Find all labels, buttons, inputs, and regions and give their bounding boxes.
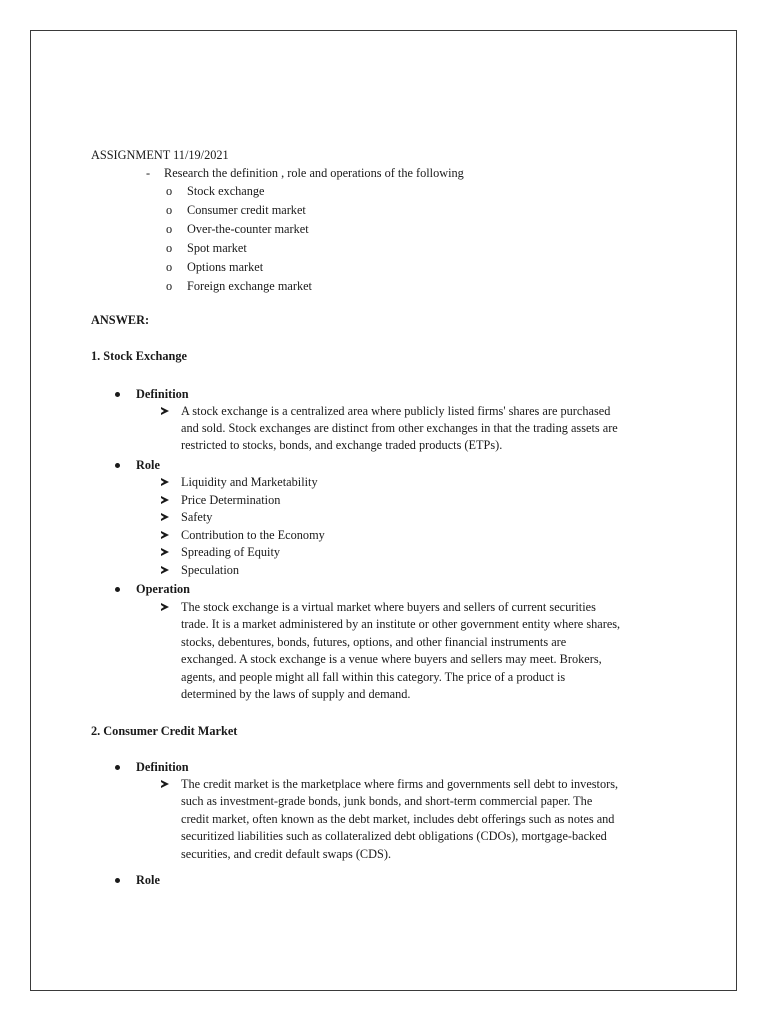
dash-bullet: -	[146, 166, 151, 180]
arrow-bullet-icon	[161, 407, 169, 415]
topic-item: Options market	[187, 260, 264, 274]
definition-text-line: credit market, often known as the debt market, includes debt offerings such as notes and	[181, 812, 615, 826]
arrow-bullet-icon	[161, 548, 169, 556]
circle-bullet: o	[166, 260, 173, 274]
operation-text-line: The stock exchange is a virtual market where buyers and sellers of current securities	[181, 600, 596, 614]
definition-text-line: securitized liabilities such as collateralized debt obligations (CDOs), mortgage-backed	[181, 829, 607, 843]
circle-bullet: o	[166, 279, 173, 293]
definition-text-line: restricted to stocks, bonds, and exchange traded products (ETPs).	[181, 438, 503, 452]
topic-item: Foreign exchange market	[187, 279, 312, 293]
arrow-bullet-icon	[161, 496, 169, 504]
topic-item: Consumer credit market	[187, 203, 306, 217]
assignment-title: ASSIGNMENT 11/19/2021	[91, 148, 229, 162]
operation-text-line: determined by the laws of supply and demand.	[181, 687, 411, 701]
bullet-dot-icon	[115, 463, 120, 468]
topic-item: Spot market	[187, 241, 247, 255]
topic-item: Over-the-counter market	[187, 222, 309, 236]
circle-bullet: o	[166, 222, 173, 236]
circle-bullet: o	[166, 241, 173, 255]
arrow-bullet-icon	[161, 531, 169, 539]
role-item: Spreading of Equity	[181, 545, 281, 559]
arrow-bullet-icon	[161, 513, 169, 521]
role-item: Price Determination	[181, 493, 281, 507]
definition-label: Definition	[136, 387, 189, 401]
answer-heading: ANSWER:	[91, 313, 150, 327]
arrow-bullet-icon	[161, 780, 169, 788]
role-item: Speculation	[181, 563, 240, 577]
arrow-bullet-icon	[161, 603, 169, 611]
definition-text-line: such as investment-grade bonds, junk bonds, and short-term commercial paper. The	[181, 794, 593, 808]
bullet-dot-icon	[115, 392, 120, 397]
definition-text-line: and sold. Stock exchanges are distinct from other exchanges in that the trading assets are	[181, 421, 618, 435]
circle-bullet: o	[166, 184, 173, 198]
operation-text-line: trade. It is a market administered by an institute or other government entity where shares,	[181, 617, 621, 631]
instruction-text: Research the definition , role and operations of the following	[164, 166, 464, 180]
role-item: Safety	[181, 510, 213, 524]
role-label: Role	[136, 458, 160, 472]
definition-text-line: The credit market is the marketplace where firms and governments sell debt to investors,	[181, 777, 619, 791]
role-item: Liquidity and Marketability	[181, 475, 318, 489]
definition-text-line: securities, and credit default swaps (CDS).	[181, 847, 392, 861]
topic-item: Stock exchange	[187, 184, 265, 198]
bullet-dot-icon	[115, 878, 120, 883]
circle-bullet: o	[166, 203, 173, 217]
operation-label: Operation	[136, 582, 190, 596]
bullet-dot-icon	[115, 587, 120, 592]
definition-text-line: A stock exchange is a centralized area where publicly listed firms' shares are purchased	[181, 404, 611, 418]
arrow-bullet-icon	[161, 478, 169, 486]
operation-text-line: exchanged. A stock exchange is a venue where buyers and sellers may meet. Brokers,	[181, 652, 602, 666]
operation-text-line: agents, and people might all fall within this category. The price of a product is	[181, 670, 566, 684]
section-title-stock-exchange: 1. Stock Exchange	[91, 349, 187, 363]
role-item: Contribution to the Economy	[181, 528, 325, 542]
operation-text-line: stocks, debentures, bonds, futures, options, and other financial instruments are	[181, 635, 567, 649]
definition-label: Definition	[136, 760, 189, 774]
bullet-dot-icon	[115, 765, 120, 770]
section-title-consumer-credit-market: 2. Consumer Credit Market	[91, 724, 238, 738]
role-label: Role	[136, 873, 160, 887]
arrow-bullet-icon	[161, 566, 169, 574]
